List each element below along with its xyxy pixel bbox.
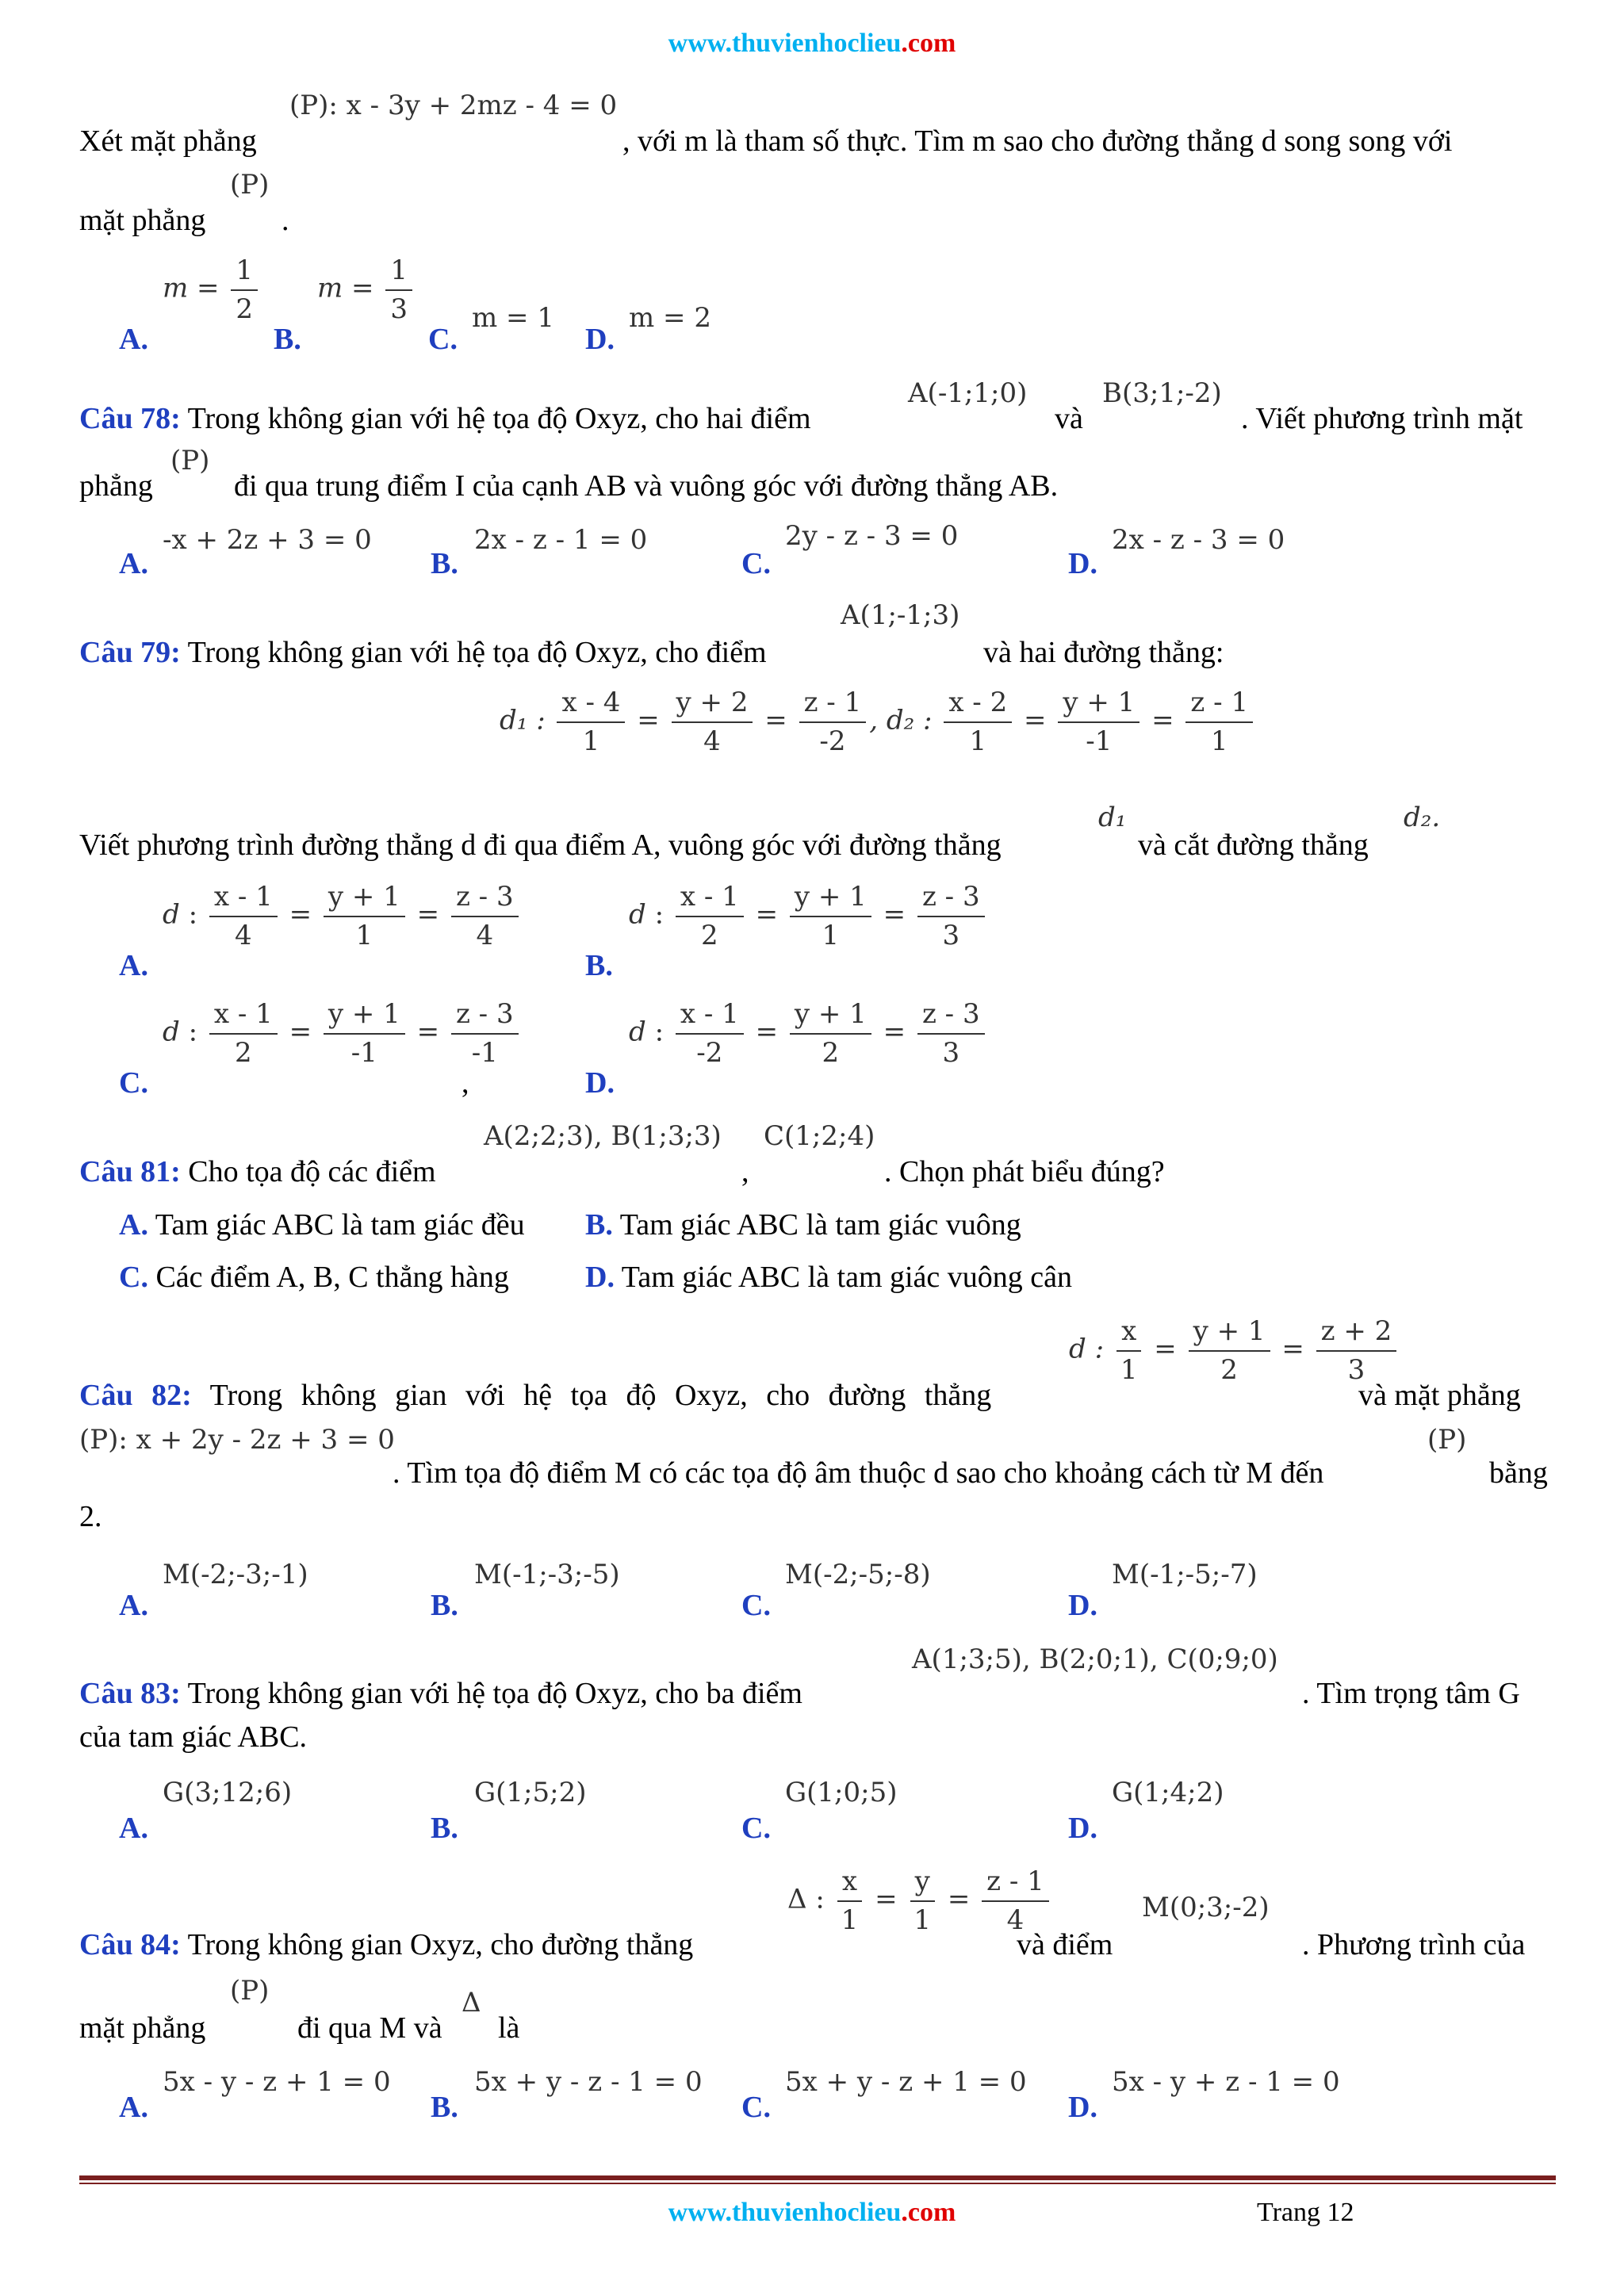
q84-stem-line1: [79, 1927, 693, 1965]
q78-label-a[interactable]: A.: [119, 547, 148, 580]
q82-text-e: 2.: [79, 1500, 102, 1533]
q84-delta-n2: y: [910, 1865, 935, 1902]
q84-delta-d3: 4: [1006, 1904, 1025, 1936]
q82-answer-a[interactable]: M(-2;-3;-1): [163, 1559, 308, 1590]
q79-answer-b[interactable]: d : $\frac{x - 1}{2}$ = $\frac{y + 1}{1}$ = $\frac{z - 3}{3}$: [629, 880, 988, 952]
q78-answer-c[interactable]: 2y - z - 3 = 0: [785, 520, 959, 552]
q79-d2-n2: y + 1: [1058, 686, 1139, 723]
q84-p: (P): [230, 1975, 270, 2007]
q78-text-c: phẳng: [79, 469, 153, 503]
q79-b-n3: z - 3: [917, 880, 985, 917]
q82-text-d: bằng: [1489, 1456, 1548, 1490]
q84-text-c: . Phương trình của: [1302, 1928, 1526, 1961]
q84-label: Câu 84:: [79, 1928, 181, 1961]
q77-answer-a[interactable]: m = $\frac{1}{2}$: [163, 254, 261, 326]
q79-d2-d2: -1: [1086, 725, 1113, 757]
q79-d2: d₂.: [1404, 802, 1441, 833]
q78-point-a: A(-1;1;0): [908, 377, 1028, 409]
q84-delta-n3: z - 1: [982, 1865, 1049, 1902]
q83-answer-b[interactable]: G(1;5;2): [474, 1777, 587, 1808]
q79-stem-line1: [79, 634, 767, 672]
q79-d1-name: d₁ :: [500, 704, 546, 737]
q77-text-b: , với m là tham số thực. Tìm m sao cho đường thẳng d song song với: [622, 124, 1453, 158]
q84-line-delta: Δ : $\frac{x}{1}$ = $\frac{y}{1}$ = $\frac{z - 1}{4}$: [787, 1865, 1052, 1937]
q79-b-d3: 3: [942, 919, 960, 951]
q84-label-a[interactable]: A.: [119, 2091, 148, 2124]
q79-c-d2: -1: [350, 1036, 377, 1069]
page-number: Trang 12: [1257, 2198, 1354, 2227]
q82-d-n1: x: [1116, 1314, 1141, 1352]
q79-label-d[interactable]: D.: [585, 1066, 615, 1100]
q81-label-d: D.: [585, 1261, 615, 1294]
q82-d-d2: 2: [1220, 1353, 1238, 1386]
q79-d1-d3: -2: [819, 725, 846, 757]
q79-answer-c[interactable]: d : $\frac{x - 1}{2}$ = $\frac{y + 1}{-1}$ = $\frac{z - 3}{-1}$: [163, 997, 522, 1070]
q79-label-c[interactable]: C.: [119, 1066, 148, 1100]
q84-answer-d[interactable]: 5x - y + z - 1 = 0: [1112, 2066, 1340, 2098]
q77-answer-b[interactable]: m = $\frac{1}{3}$: [317, 254, 416, 326]
q81-answer-a: Tam giác ABC là tam giác đều: [155, 1208, 525, 1242]
q79-dd-d1: -2: [696, 1036, 723, 1069]
q79-text-a: Trong không gian với hệ tọa độ Oxyz, cho điểm: [187, 636, 767, 669]
q78-and: và: [1055, 402, 1083, 435]
q81-comma: ,: [741, 1155, 749, 1188]
footer-site[interactable]: [0, 2196, 1624, 2230]
q79-d1-n3: z - 1: [799, 686, 867, 723]
q77-plane: (P): x - 3y + 2mz - 4 = 0: [289, 90, 618, 121]
q82-stem-line1: [79, 1377, 991, 1415]
q81-option-b[interactable]: [585, 1207, 1021, 1245]
q79-a-n2: y + 1: [324, 880, 405, 917]
q84-answer-c[interactable]: 5x + y - z + 1 = 0: [785, 2066, 1027, 2098]
q79-d2-name: , d₂ :: [869, 704, 933, 737]
q82-answer-b[interactable]: M(-1;-3;-5): [474, 1559, 620, 1590]
q83-answer-a[interactable]: G(3;12;6): [163, 1777, 293, 1808]
q84-point-m: M(0;3;-2): [1142, 1892, 1270, 1923]
q84-delta-n1: x: [837, 1865, 862, 1902]
q79-c-d3: -1: [471, 1036, 498, 1069]
q81-label: Câu 81:: [79, 1155, 181, 1188]
q82-line-d: d : $\frac{x}{1}$ = $\frac{y + 1}{2}$ = $\frac{z + 2}{3}$: [1069, 1314, 1400, 1387]
q78-answer-b[interactable]: 2x - z - 1 = 0: [474, 524, 648, 556]
q84-answer-a[interactable]: 5x - y - z + 1 = 0: [163, 2066, 391, 2098]
q81-answer-c: Các điểm A, B, C thẳng hàng: [155, 1261, 509, 1294]
q81-point-c: C(1;2;4): [764, 1120, 875, 1152]
q82-d-n2: y + 1: [1189, 1314, 1270, 1352]
q84-text-d: mặt phẳng: [79, 2011, 206, 2045]
q81-points-ab: A(2;2;3), B(1;3;3): [484, 1120, 722, 1152]
q79-d1-d1: 1: [582, 725, 600, 757]
q78-stem-line1: [79, 400, 811, 438]
q81-label-b: B.: [585, 1208, 613, 1242]
q79-d1-n1: x - 4: [557, 686, 625, 723]
q84-text-e: đi qua M và: [297, 2011, 442, 2045]
q81-answer-d: Tam giác ABC là tam giác vuông cân: [621, 1261, 1073, 1294]
q82-text-c: . Tìm tọa độ điểm M có các tọa độ âm thuộc d sao cho khoảng cách từ M đến: [393, 1456, 1324, 1490]
q84-delta-d1: 1: [841, 1904, 859, 1936]
q79-b-n2: y + 1: [790, 880, 871, 917]
q79-a-d1: 4: [234, 919, 252, 951]
q79-c-d1: 2: [234, 1036, 252, 1069]
q83-label: Câu 83:: [79, 1677, 181, 1710]
q83-label-b[interactable]: B.: [431, 1812, 458, 1845]
q79-d1-d2: 4: [703, 725, 721, 757]
q82-plane: (P): x + 2y - 2z + 3 = 0: [79, 1424, 395, 1456]
q81-text-b: . Chọn phát biểu đúng?: [884, 1155, 1165, 1188]
q79-comma: ,: [462, 1066, 469, 1100]
q77-answer-d[interactable]: m = 2: [629, 302, 711, 334]
q84-label-b[interactable]: B.: [431, 2091, 458, 2124]
q79-d2-n3: z - 1: [1185, 686, 1253, 723]
q79-point-a: A(1;-1;3): [841, 599, 960, 631]
site-tld: .com: [901, 29, 956, 58]
q82-answer-c[interactable]: M(-2;-5;-8): [785, 1559, 931, 1590]
q83-points: A(1;3;5), B(2;0;1), C(0;9;0): [912, 1644, 1278, 1675]
q84-text-b: và điểm: [1017, 1928, 1113, 1961]
q79-dd-n3: z - 3: [917, 997, 985, 1035]
q82-label: Câu 82:: [79, 1379, 192, 1412]
q81-stem: [79, 1154, 436, 1192]
q81-text-a: Cho tọa độ các điểm: [188, 1155, 436, 1188]
q79-answer-d[interactable]: d : $\frac{x - 1}{-2}$ = $\frac{y + 1}{2}$ = $\frac{z - 3}{3}$: [629, 997, 988, 1070]
q79-dd-d2: 2: [822, 1036, 840, 1069]
q78-text-b: . Viết phương trình mặt: [1241, 402, 1523, 435]
q79-a-n1: x - 1: [209, 880, 278, 917]
q81-option-a[interactable]: [119, 1207, 525, 1245]
q78-label: Câu 78:: [79, 402, 181, 435]
q81-answer-b: Tam giác ABC là tam giác vuông: [619, 1208, 1021, 1242]
q79-a-n3: z - 3: [451, 880, 519, 917]
q82-label-a[interactable]: A.: [119, 1589, 148, 1622]
q79-label-a[interactable]: A.: [119, 949, 148, 982]
q83-text-a: Trong không gian với hệ tọa độ Oxyz, cho ba điểm: [187, 1677, 802, 1710]
q78-point-b: B(3;1;-2): [1102, 377, 1222, 409]
q79-d1-d2-equations: d₁ : $\frac{x - 4}{1}$ = $\frac{y + 2}{4}$ = $\frac{z - 1}{-2}$ , d₂ : $\frac{x - 2}{1}$ = $\frac{y + 1}{-1}$ = $\frac{z - 1}{1}$: [500, 686, 1256, 758]
q82-text-b: và mặt phẳng: [1358, 1379, 1521, 1412]
q82-d-name: d :: [1069, 1333, 1105, 1365]
q82-label-c[interactable]: C.: [741, 1589, 771, 1622]
q77-dot: .: [282, 204, 289, 237]
footer-rule: [79, 2175, 1556, 2180]
q81-option-d[interactable]: [585, 1259, 1072, 1297]
q82-label-d[interactable]: D.: [1068, 1589, 1097, 1622]
q77-label-d[interactable]: D.: [585, 323, 615, 356]
q79-d2-d3: 1: [1210, 725, 1228, 757]
q79-d1: d₁: [1098, 802, 1127, 833]
q79-a-d3: 4: [476, 919, 494, 951]
q78-text-a: Trong không gian với hệ tọa độ Oxyz, cho hai điểm: [187, 402, 811, 435]
q83-answer-c[interactable]: G(1;0;5): [785, 1777, 898, 1808]
q77-label-c[interactable]: C.: [428, 323, 458, 356]
q84-delta: Δ: [462, 1987, 481, 2019]
q83-label-a[interactable]: A.: [119, 1812, 148, 1845]
q79-d2-d1: 1: [969, 725, 987, 757]
q79-dd-n2: y + 1: [790, 997, 871, 1035]
q79-d1-n2: y + 2: [672, 686, 753, 723]
q79-b-d2: 1: [822, 919, 840, 951]
q77-text-c: mặt phẳng: [79, 204, 206, 237]
q84-delta-name: Δ :: [787, 1883, 825, 1915]
q79-b-d1: 2: [700, 919, 718, 951]
q83-text-c: của tam giác ABC.: [79, 1720, 308, 1754]
q77-p: (P): [230, 169, 270, 201]
q81-option-c[interactable]: [119, 1259, 509, 1297]
q79-b-n1: x - 1: [676, 880, 744, 917]
footer-rule-thin: [79, 2183, 1556, 2184]
q79-c-n1: x - 1: [209, 997, 278, 1035]
q84-text-a: Trong không gian Oxyz, cho đường thẳng: [187, 1928, 694, 1961]
q79-label: Câu 79:: [79, 636, 181, 669]
q77-answer-c[interactable]: m = 1: [472, 302, 554, 334]
q79-answer-a[interactable]: d : $\frac{x - 1}{4}$ = $\frac{y + 1}{1}$ = $\frac{z - 3}{4}$: [163, 880, 522, 952]
q82-label-b[interactable]: B.: [431, 1589, 458, 1622]
q84-label-c[interactable]: C.: [741, 2091, 771, 2124]
q79-c-n3: z - 3: [451, 997, 519, 1035]
footer-site-tld: .com: [901, 2198, 956, 2227]
q79-text-c: Viết phương trình đường thẳng d đi qua điểm A, vuông góc với đường thẳng: [79, 828, 1002, 862]
q83-label-d[interactable]: D.: [1068, 1812, 1097, 1845]
q84-delta-d2: 1: [914, 1904, 932, 1936]
header-site[interactable]: [0, 27, 1624, 61]
q81-label-a: A.: [119, 1208, 148, 1242]
q78-text-d: đi qua trung điểm I của cạnh AB và vuông góc với đường thẳng AB.: [234, 469, 1059, 503]
q83-label-c[interactable]: C.: [741, 1812, 771, 1845]
q81-label-c: C.: [119, 1261, 148, 1294]
q83-answer-d[interactable]: G(1;4;2): [1112, 1777, 1224, 1808]
q78-answer-a[interactable]: -x + 2z + 3 = 0: [163, 524, 372, 556]
q79-text-b: và hai đường thẳng:: [983, 636, 1224, 669]
q78-label-b[interactable]: B.: [431, 547, 458, 580]
q78-label-d[interactable]: D.: [1068, 547, 1097, 580]
q82-answer-d[interactable]: M(-1;-5;-7): [1112, 1559, 1258, 1590]
q79-dd-n1: x - 1: [676, 997, 744, 1035]
q82-d-d1: 1: [1120, 1353, 1138, 1386]
q82-d-d3: 3: [1347, 1353, 1365, 1386]
q78-answer-d[interactable]: 2x - z - 3 = 0: [1112, 524, 1285, 556]
q79-label-b[interactable]: B.: [585, 949, 613, 982]
q83-stem-line1: [79, 1675, 802, 1713]
q82-d-n3: z + 2: [1316, 1314, 1397, 1352]
q83-text-b: . Tìm trọng tâm G: [1302, 1677, 1520, 1710]
q77-text-a: Xét mặt phẳng: [79, 124, 257, 158]
q79-d2-n1: x - 2: [944, 686, 1012, 723]
q84-label-d[interactable]: D.: [1068, 2091, 1097, 2124]
q79-dd-d3: 3: [942, 1036, 960, 1069]
q82-text-a: Trong không gian với hệ tọa độ Oxyz, cho đường thẳng: [209, 1379, 992, 1412]
q84-answer-b[interactable]: 5x + y - z - 1 = 0: [474, 2066, 703, 2098]
q77-label-a[interactable]: A.: [119, 323, 148, 356]
footer-site-name: www.thuvienhoclieu: [668, 2198, 902, 2227]
q79-c-n2: y + 1: [324, 997, 405, 1035]
q78-p: (P): [170, 445, 210, 476]
q82-p: (P): [1427, 1424, 1467, 1456]
q79-a-d2: 1: [355, 919, 373, 951]
site-name: www.thuvienhoclieu: [668, 29, 902, 58]
q79-text-d: và cắt đường thẳng: [1138, 828, 1369, 862]
q84-text-f: là: [498, 2011, 520, 2045]
q77-label-b[interactable]: B.: [274, 323, 301, 356]
q78-label-c[interactable]: C.: [741, 547, 771, 580]
